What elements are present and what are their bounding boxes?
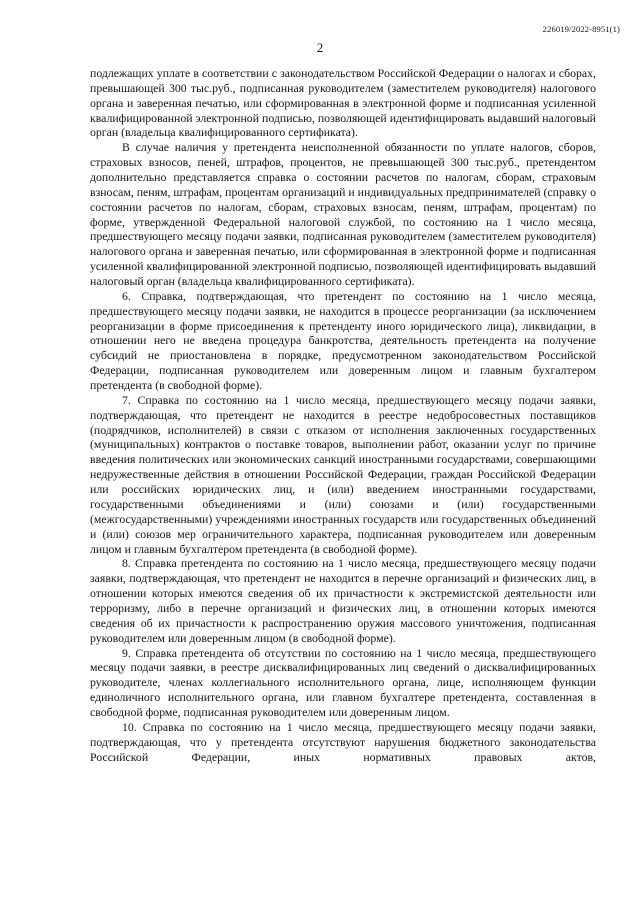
paragraph-item-10: 10. Справка по состоянию на 1 число месяца, предшествующего месяцу подачи заявки, подтверждающая, что у претендента отсутствуют нарушения бюджетного законодательства Российской Федерации, иных нормативных правовых актов, bbox=[90, 719, 596, 764]
paragraph-item-9: 9. Справка претендента об отсутствии по состоянию на 1 число месяца, предшествующего месяцу подачи заявки, в реестре дисквалифицированных лиц сведений о дисквалифицированных руководителе, членах коллегиального исполнительного органа, лице, исполняющем функции единоличного исполнительного органа, или главном бухгалтере претендента, составленная в свободной форме, подписанная руководителем или доверенным лицом. bbox=[90, 645, 596, 719]
paragraph-continuation: подлежащих уплате в соответствии с законодательством Российской Федерации о налогах и сборах, превышающей 300 тыс.руб., подписанная руководителем (заместителем руководителя) налогового органа и заверенная печатью, или сформированная в электронной форме и подписанная усиленной квалифицированной электронной подписью, позволяющей идентифицировать выдавший налоговый орган (владельца квалифицированного сертификата). bbox=[90, 66, 596, 140]
document-body bbox=[90, 66, 596, 764]
paragraph-tax-debt-note: В случае наличия у претендента неисполненной обязанности по уплате налогов, сборов, страховых взносов, пеней, штрафов, процентов, не превышающей 300 тыс.руб., претендентом дополнительно представляется справка о состоянии расчетов по налогам, сборам, страховым взносам, пеням, штрафам, процентам организаций и индивидуальных предпринимателей (справку о состоянии расчетов по налогам, сборам, страховых взносам, пеням, штрафам, процентам) по форме, утвержденной Федеральной налоговой службой, по состоянию на 1 число месяца, предшествующего месяцу подачи заявки, подписанная руководителем (заместителем руководителя) налогового органа и заверенная печатью, или сформированная в электронной форме и подписанная усиленной квалифицированной электронной подписью, позволяющей идентифицировать выдавший налоговый орган (владельца квалифицированного сертификата). bbox=[90, 140, 596, 289]
paragraph-item-8: 8. Справка претендента по состоянию на 1 число месяца, предшествующего месяцу подачи заявки, подтверждающая, что претендент не находится в перечне организаций и физических лиц, в отношении которых имеются сведения об их причастности к экстремистской деятельности или терроризму, либо в перечне организаций и физических лиц, в отношении которых имеются сведения об их причастности к распространению оружия массового уничтожения, подписанная руководителем или доверенным лицом (в свободной форме). bbox=[90, 556, 596, 645]
document-number: 226019/2022-8951(1) bbox=[542, 24, 620, 34]
paragraph-item-6: 6. Справка, подтверждающая, что претендент по состоянию на 1 число месяца, предшествующего месяцу подачи заявки, не находится в процессе реорганизации (за исключением реорганизации в форме присоединения к претенденту иного юридического лица), ликвидации, в отношении него не введена процедура банкротства, деятельность претендента на получение субсидий не приостановлена в порядке, предусмотренном законодательством Российской Федерации, подписанная руководителем или доверенным лицом и главным бухгалтером претендента (в свободной форме). bbox=[90, 288, 596, 393]
page-number: 2 bbox=[316, 40, 324, 55]
paragraph-item-7: 7. Справка по состоянию на 1 число месяца, предшествующего месяцу подачи заявки, подтверждающая, что претендент не находится в реестре недобросовестных поставщиков (подрядчиков, исполнителей) в связи с отказом от исполнения заключенных государственных (муниципальных) контрактов о поставке товаров, выполнении работ, оказании услуг по причине введения политических или экономических санкций иностранными государствами, совершающими недружественные действия в отношении Российской Федерации, граждан Российской Федерации или российских юридических лиц, и (или) введением иностранными государствами, государственными объединениями и (или) союзами и (или) государственными (межгосударственными) учреждениями иностранных государств или государственных объединений и (или) союзов мер ограничительного характера, подписанная руководителем или доверенным лицом и главным бухгалтером претендента (в свободной форме). bbox=[90, 392, 596, 556]
